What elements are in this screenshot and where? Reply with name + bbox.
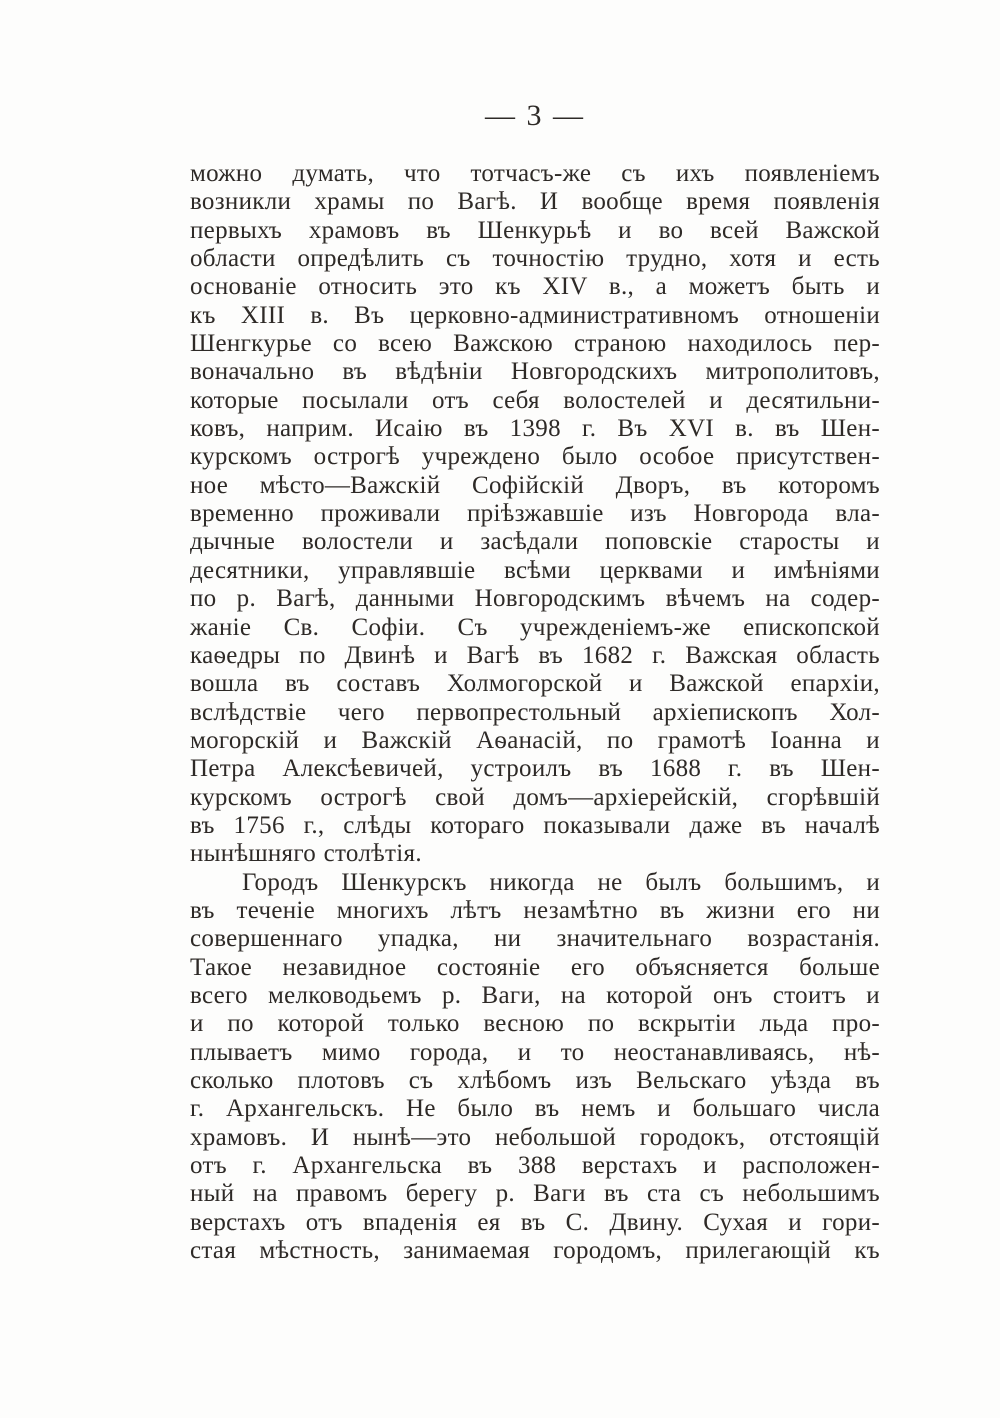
- text-line: возникли храмы по Вагѣ. И вообще время появленія: [190, 188, 880, 216]
- text-line: курскомъ острогѣ учреждено было особое присутствен-: [190, 443, 880, 471]
- text-line: совершеннаго упадка, ни значительнаго возрастанія.: [190, 925, 880, 953]
- text-line: вошла въ составъ Холмогорской и Важской епархіи,: [190, 670, 880, 698]
- text-line: сколько плотовъ съ хлѣбомъ изъ Вельскаго уѣзда въ: [190, 1067, 880, 1094]
- text-line: въ 1756 г., слѣды котораго показывали даже въ началѣ: [190, 811, 880, 839]
- text-line: которые посылали отъ себя волостелей и десятильни-: [190, 386, 880, 414]
- text-line: воначально въ вѣдѣніи Новгородскихъ митрополитовъ,: [190, 358, 880, 386]
- page-number: — 3 —: [485, 99, 585, 132]
- text-line: Шенгкурье со всею Важскою страною находилось пер-: [190, 330, 880, 358]
- text-line: можно думать, что тотчасъ-же съ ихъ появленіемъ: [190, 160, 880, 187]
- paragraph-city-description: [190, 869, 880, 1266]
- text-line: всего мелководьемъ р. Ваги, на которой онъ стоитъ и: [190, 981, 880, 1009]
- text-line: области опредѣлить съ точностію трудно, хотя и есть: [190, 245, 880, 273]
- text-line: ный на правомъ берегу р. Ваги въ ста съ небольшимъ: [190, 1180, 880, 1208]
- text-line: плываетъ мимо города, и то неостанавливаясь, нѣ-: [190, 1038, 880, 1066]
- text-line: и по которой только весною по вскрытіи льда про-: [190, 1010, 880, 1038]
- text-line: г. Архангельскъ. Не было въ немъ и большаго числа: [190, 1095, 880, 1123]
- text-block: [190, 160, 880, 1265]
- text-line: Такое незавидное состояніе его объясняется больше: [190, 953, 880, 981]
- text-line: въ теченіе многихъ лѣтъ незамѣтно въ жизни его ни: [190, 896, 880, 924]
- text-line: Петра Алексѣевичей, устроилъ въ 1688 г. въ Шен-: [190, 755, 880, 783]
- paragraph-continuation: [190, 160, 880, 869]
- text-line: каѳедры по Двинѣ и Вагѣ въ 1682 г. Важская область: [190, 641, 880, 669]
- text-line: отъ г. Архангельска въ 388 верстахъ и расположен-: [190, 1152, 880, 1180]
- text-line: храмовъ. И нынѣ—это небольшой городокъ, отстоящій: [190, 1123, 880, 1151]
- text-line: жаніе Св. Софіи. Съ учрежденіемъ-же епископской: [190, 613, 880, 641]
- text-line: Городъ Шенкурскъ никогда не былъ большимъ, и: [242, 868, 880, 896]
- text-line: первыхъ храмовъ въ Шенкурьѣ и во всей Важской: [190, 216, 880, 244]
- text-line: основаніе относить это къ XIV в., а можетъ быть и: [190, 273, 880, 301]
- text-line: временно проживали пріѣзжавшіе изъ Новгорода вла-: [190, 500, 880, 528]
- text-line: ковъ, наприм. Исаію въ 1398 г. Въ XVI в. въ Шен-: [190, 415, 880, 443]
- text-line: верстахъ отъ впаденія ея въ С. Двину. Сухая и гори-: [190, 1208, 880, 1236]
- text-line: къ XIII в. Въ церковно-административномъ отношеніи: [190, 301, 880, 329]
- text-line: курскомъ острогѣ свой домъ—архіерейскій, сгорѣвшій: [190, 783, 880, 811]
- text-line: стая мѣстность, занимаемая городомъ, прилегающій къ: [190, 1237, 880, 1265]
- text-line: вслѣдствіе чего первопрестольный архіепископъ Хол-: [190, 698, 880, 726]
- text-line: могорскій и Важскій Аѳанасій, по грамотѣ Іоанна и: [190, 726, 880, 754]
- text-line: ное мѣсто—Важскій Софійскій Дворъ, въ которомъ: [190, 471, 880, 499]
- text-line: дычные волостели и засѣдали поповскіе старосты и: [190, 528, 880, 556]
- text-line: десятники, управлявшіе всѣми церквами и имѣніями: [190, 556, 880, 584]
- text-line: нынѣшняго столѣтія.: [190, 840, 422, 868]
- text-line: по р. Вагѣ, данными Новгородскимъ вѣчемъ на содер-: [190, 585, 880, 613]
